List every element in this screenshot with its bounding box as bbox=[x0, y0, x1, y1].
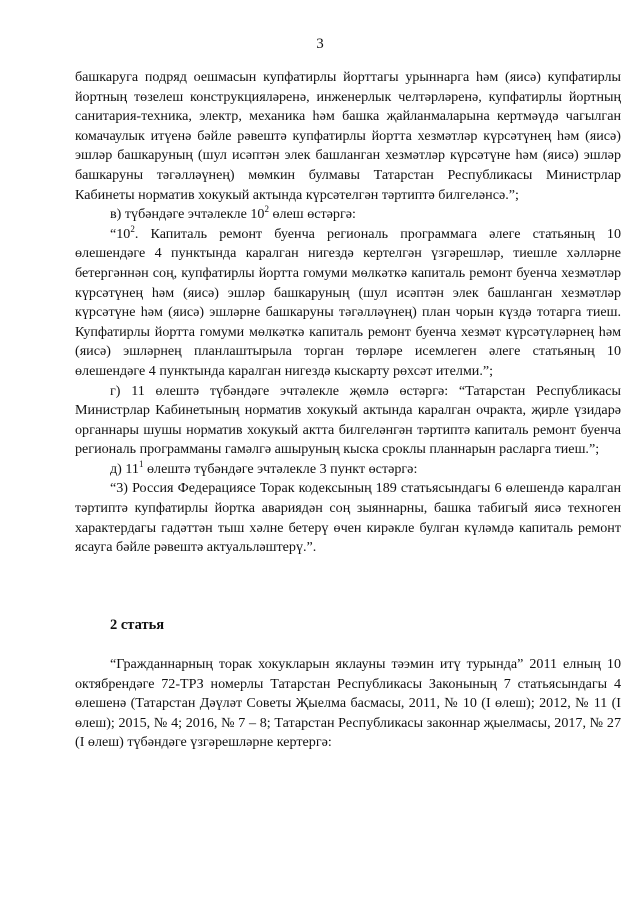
item-v-text-end: өлеш өстәргә: bbox=[268, 206, 356, 223]
item-d-text: д) 11 bbox=[110, 460, 139, 477]
page-number: 3 bbox=[316, 36, 324, 52]
paragraph-part-10-2 bbox=[75, 225, 621, 382]
part-10-2-text: . Капиталь ремонт буенча региональ программага әлеге статьяның 10 өлешендәге 4 пунктында каралган нигездә кертелгән үзгәрешләр, тиешле хәлләрне бетергәннән соң, купфатирлы йортта гомуми мөлкәткә капиталь ремонт буенча хезмәтләр күрсәтүнең һәм (яисә) эшләр башкаруның (шул исәптән элек башланган хезмәтләр күрсәтүне һәм (яисә) эшләрне башкаруны тәгәлләүнең) план чорын күздә тотарга тиеш. Купфатирлы йортта гомуми мөлкәткә капиталь ремонт буенча хезмәт күрсәтүләрнең һәм (яисә) эшләрнең планлаштырыла торган төрләре исемлеген әлеге статьяның 10 өлешендәге 4 пунктында каралган нигездә кыскарту рөхсәт ителми.”; bbox=[75, 225, 621, 379]
article-2-text bbox=[75, 655, 621, 753]
item-v-text: в) түбәндәге эчтәлекле 10 bbox=[110, 206, 265, 223]
item-d-superscript: 1 bbox=[138, 458, 144, 469]
paragraph-item-g: г) 11 өлештә түбәндәге эчтәлекле җөмлә өстәргә: “Татарстан Республикасы Министрлар Кабинетының норматив хокукый актында каралган очракта, җирле үзидарә органнары шушы норматив хокукый актта билгеләнгән тәртиптә капиталь ремонт буенча региональ программаны гамәлгә ашыруның кыска сроклы планнарын расларга тиеш.”; bbox=[75, 382, 621, 458]
article-1-text bbox=[75, 68, 621, 558]
article-2-heading: 2 статья bbox=[110, 617, 165, 633]
paragraph-article-2-intro: “Гражданнарның торак хокукларын яклауны тәэмин итү турында” 2011 елның 10 октябрендәге 72-ТРЗ номерлы Татарстан Республикасы Законының 7 статьясындагы 4 өлешенә (Татарстан Дәүләт Советы Җыелма басмасы, 2011, № 10 (I өлеш); 2012, № 11 (I өлеш); 2015, № 4; 2016, № 7 – 8; Татарстан Республикасы законнар җыелмасы, 2017, № 27 (I өлеш) түбәндәге үзгәрешләрне кертергә: bbox=[75, 656, 621, 751]
part-10-2-superscript: 2 bbox=[130, 223, 135, 234]
paragraph-item-d bbox=[75, 460, 621, 480]
item-v-superscript: 2 bbox=[264, 204, 269, 215]
item-d-text-end: өлештә түбәндәге эчтәлекле 3 пункт өстәргә: bbox=[143, 460, 418, 477]
paragraph-item-v bbox=[75, 205, 621, 225]
paragraph-continuation: башкаруга подряд оешмасын купфатирлы йорттагы урыннарга һәм (яисә) купфатирлы йортның төзелеш конструкцияләренә, инженерлык челтәрләренә, купфатирлы йортның санитария-техника, электр, механика һәм башка җайланмаларына кертмәүдә чагылган комачаулык итүенә бәйле рәвештә купфатирлы йортта хезмәтләр күрсәтүнең һәм (яисә) эшләр башкаруның (шул исәптән элек башланган хезмәтләр күрсәтүне һәм (яисә) эшләр башкаруны тәгәлләүнең) мөмкин булмавы Татарстан Республикасы Министрлар Кабинеты норматив хокукый актында күрсәтелгән тәртиптә билгеләнсә.”; bbox=[75, 69, 621, 203]
part-10-2-open: “10 bbox=[110, 225, 131, 242]
paragraph-point-3: “3) Россия Федерациясе Торак кодексының 189 статьясындагы 6 өлешендә каралган тәртиптә купфатирлы йортка авариядән соң зыяннарны, башка табигый яисә техноген характердагы гадәттән тыш хәлне бетерү өчен кирәкле булган күләмдә капиталь ремонт ясауга бәйле рәвештә актуальләштерү.”. bbox=[75, 480, 621, 556]
